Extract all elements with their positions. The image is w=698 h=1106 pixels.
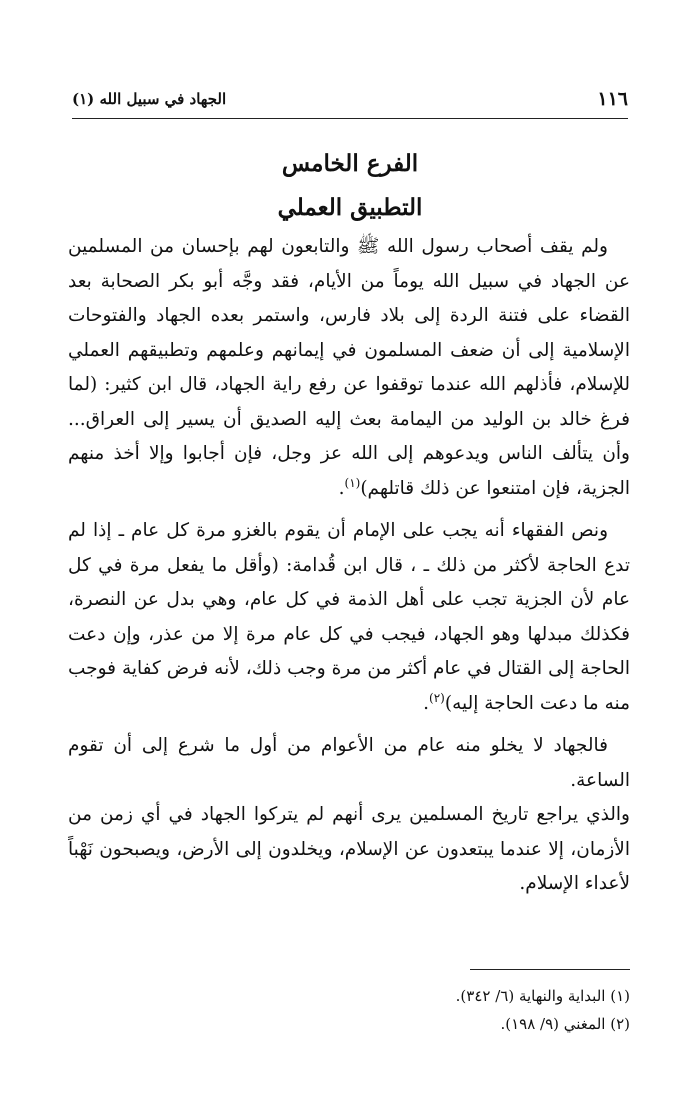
section-headings	[72, 142, 628, 230]
footnotes	[68, 982, 630, 1038]
paragraph-4: والذي يراجع تاريخ المسلمين يرى أنهم لم يتركوا الجهاد في أي زمن من الأزمان، إلا عندما يبتعدون عن الإسلام، ويخلدون إلى الأرض، ويصبحون نَهْباً لأعداء الإسلام.	[68, 804, 630, 894]
footnote-2: (٢) المغني (٩/ ١٩٨).	[500, 1015, 630, 1033]
sentence-end-1: .	[338, 477, 345, 499]
paragraph-1-text: ولم يقف أصحاب رسول الله ﷺ والتابعون لهم بإحسان من المسلمين عن الجهاد في سبيل الله يوماً من الأيام، فقد وجَّه أبو بكر الصحابة بعد القضاء على فتنة الردة إلى بلاد فارس، واستمر بعده الجهاد والفتوحات الإسلامية إلى أن ضعف المسلمون في إيمانهم وعلمهم وتطبيقهم العملي للإسلام، فأذلهم الله عندما توقفوا عن رفع راية الجهاد، قال ابن كثير: (لما فرغ خالد بن الوليد من اليمامة بعث إليه الصديق أن يسير إلى العراق... وأن يتألف الناس ويدعوهم إلى الله عز وجل، فإن أجابوا وإلا أخذ منهم الجزية، فإن امتنعوا عن ذلك قاتلهم)	[68, 236, 630, 499]
paragraph-1	[68, 230, 630, 506]
paragraph-2-text: ونص الفقهاء أنه يجب على الإمام أن يقوم بالغزو مرة كل عام ـ إذا لم تدع الحاجة لأكثر من ذلك ـ ، قال ابن قُدامة: (وأقل ما يفعل مرة في كل عام لأن الجزية تجب على أهل الذمة في كل عام، وهي بدل عن النصرة، فكذلك مبدلها وهو الجهاد، فيجب في كل عام مرة إلا من عذر، وإن دعت الحاجة إلى القتال في عام أكثر من مرة وجب ذلك، لأنه فرض كفاية فوجب منه ما دعت الحاجة إليه)	[68, 520, 630, 714]
subsection-title: التطبيق العملي	[277, 194, 423, 221]
paragraph-2	[68, 514, 630, 721]
footnote-divider	[470, 969, 630, 970]
page-header	[72, 88, 628, 119]
footnote-ref-2: (٢)	[429, 690, 445, 705]
section-title: الفرع الخامس	[281, 150, 419, 177]
footnote-ref-1: (١)	[344, 475, 361, 490]
body-text	[68, 230, 630, 902]
page-number: ١١٦	[597, 88, 628, 110]
sentence-end-2: .	[423, 692, 430, 714]
footnote-1: (١) البداية والنهاية (٦/ ٣٤٢).	[455, 987, 630, 1005]
running-title: الجهاد في سبيل الله (١)	[72, 90, 227, 108]
paragraph-3: فالجهاد لا يخلو منه عام من الأعوام من أول ما شرع إلى أن تقوم الساعة.	[68, 735, 630, 791]
